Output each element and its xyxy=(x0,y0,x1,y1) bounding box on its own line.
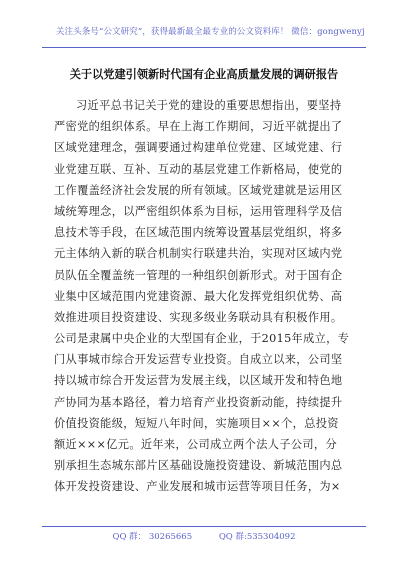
body-line: 公司是隶属中央企业的大型国有企业，于2015年成立，专 xyxy=(54,332,350,346)
body-line: 价值投资能级，短短八年时间，实施项目××个，总投资 xyxy=(54,416,339,430)
body-line: 体开发投资建设、产业发展和城市运营等项目任务，为× xyxy=(54,480,341,494)
footer-qq-group-1: QQ 群： 30265665 xyxy=(112,532,193,542)
body-line: 区域党建理念，强调要通过构建单位党建、区域党建、行 xyxy=(54,141,343,155)
header-banner: 关注头条号“公文研究”，获得最新最全最专业的公文资料库！ 微信：gongwenyj xyxy=(56,27,365,37)
body-line: 工作覆盖经济社会发展的所有领域。区域党建就是运用区 xyxy=(54,183,343,197)
body-line: 门从事城市综合开发运营专业投资。自成立以来，公司坚 xyxy=(54,353,343,367)
body-line: 业党建互联、互补、互动的基层党建工作新格局，使党的 xyxy=(54,162,343,176)
footer-divider xyxy=(42,526,366,527)
body-line: 元主体纳入新的联合机制实行联建共治，实现对区域内党 xyxy=(54,247,343,261)
body-line: 额近×××亿元。近年来，公司成立两个法人子公司，分 xyxy=(54,438,337,451)
footer-qq-group-2: QQ 群:535304092 xyxy=(218,532,296,542)
body-line: 息技术等手段，在区域范围内统筹设置基层党组织，将多 xyxy=(54,226,343,240)
body-line: 员队伍全覆盖统一管理的一种组织创新形式。对于国有企 xyxy=(54,268,343,282)
body-line: 持以城市综合开发运营为发展主线，以区域开发和特色地 xyxy=(54,374,343,388)
body-line: 域统筹理念，以严密组织体系为目标，运用管理科学及信 xyxy=(54,204,343,218)
document-body xyxy=(54,95,354,498)
footer xyxy=(0,532,408,543)
document-title: 关于以党建引领新时代国有企业高质量发展的调研报告 xyxy=(69,68,339,81)
body-line: 习近平总书记关于党的建设的重要思想指出，要坚持 xyxy=(76,99,342,112)
header-divider xyxy=(42,47,366,48)
body-line: 产协同为基本路径，着力培育产业投资新动能，持续提升 xyxy=(54,395,343,409)
body-line: 别承担生态城东部片区基础设施投资建设、新城范围内总 xyxy=(54,459,343,473)
body-line: 效推进项目投资建设、实现多级业务联动具有积极作用。 xyxy=(54,310,343,324)
body-line: 严密党的组织体系。早在上海工作期间，习近平就提出了 xyxy=(54,120,343,134)
body-line: 业集中区域范围内党建资源、最大化发挥党组织优势、高 xyxy=(54,289,343,303)
